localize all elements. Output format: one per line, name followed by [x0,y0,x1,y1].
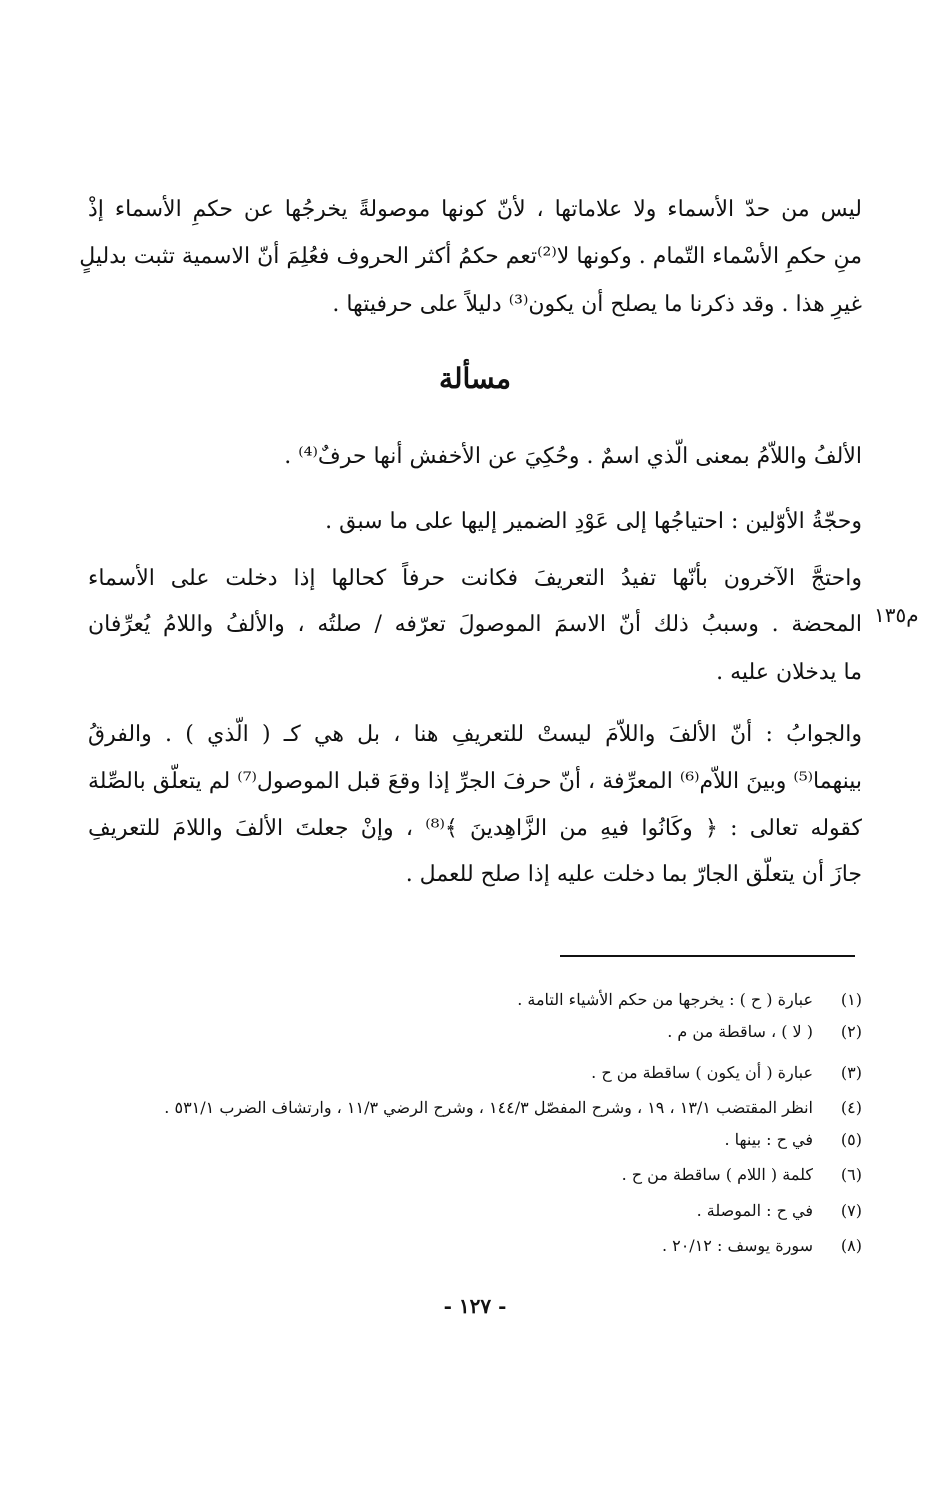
answer-line-2: بينهما⁽⁵⁾ وبينَ اللاّم⁽⁶⁾ المعرِّفة ، أنّ حرفَ الجرِّ إذا وقعَ قبل الموصول⁽⁷⁾ لم يتعلّق بالصِّلة [88,769,863,794]
second-argument-line-3: ما يدخلان عليه . [716,660,862,685]
footnote-text: عبارة ( ح ) : يخرجها من حكم الأشياء التامة . [517,990,813,1009]
footnote-number: (٨) [840,1236,862,1255]
second-argument-line-1: واحتجَّ الآخرون بأنّها تفيدُ التعريفَ فكانت حرفاً كحالها إذا دخلت على الأسماء [88,566,863,591]
footnote-text: كلمة ( اللام ) ساقطة من ح . [621,1165,813,1184]
second-argument-line-2: المحضة . وسببُ ذلك أنّ الاسمَ الموصولَ تعرّفه / صلتُه ، والألفُ واللامُ يُعرِّفان [88,612,862,637]
answer-line-4: جازَ أن يتعلّق الجارّ بما دخلت عليه إذا صلح للعمل . [405,862,862,887]
footnote-text: سورة يوسف : ٢٠/١٢ . [661,1236,813,1255]
intro-line-3: غيرِ هذا . وقد ذكرنا ما يصلح أن يكون⁽³⁾ دليلاً على حرفيتها . [332,292,862,317]
intro-line-2: منِ حكمِ الأسْماء التّمام . وكونها لا⁽²⁾تعم حكمُ أكثر الحروف فعُلِمَ أنّ الاسمية تثبت بدليلٍ [79,244,862,269]
answer-line-3: كقوله تعالى : ﴿ وكَانُوا فيهِ من الزَّاهِدينَ ﴾⁽⁸⁾ ، وإنْ جعلتَ الألفَ واللامَ للتعريفِ [88,816,862,841]
section-title: مسألة [438,362,512,395]
footnote-text: عبارة ( أن يكون ) ساقطة من ح . [591,1063,813,1082]
footnote-number: (٦) [840,1165,862,1184]
footnote-text: انظر المقتضب ١٣/١ ، ١٩ ، وشرح المفصّل ١٤٤/٣ ، وشرح الرضي ١١/٣ ، وارتشاف الضرب ٥٣١/١ . [164,1098,813,1117]
footnote-number: (٧) [840,1201,862,1220]
footnote-text: ( لا ) ، ساقطة من م . [667,1022,813,1041]
footnote-separator [560,955,855,957]
footnote-number: (١) [840,990,862,1009]
footnote-number: (٥) [840,1130,862,1149]
answer-line-1: والجوابُ : أنّ الألفَ واللاّمَ ليستْ للتعريفِ هنا ، بل هي كـ ( الّذي ) . والفرقُ [88,722,862,747]
footnote-number: (٣) [840,1063,862,1082]
footnote-text: في ح : بينها . [724,1130,813,1149]
first-argument-line: وحجّةُ الأوّلين : احتياجُها إلى عَوْدِ الضمير إليها على ما سبق . [325,509,862,534]
statement-line: الألفُ واللاّمُ بمعنى الّذي اسمٌ . وحُكِيَ عن الأخفش أنها حرفٌ⁽⁴⁾ . [284,444,862,469]
page-number: - ١٢٧ - [443,1294,507,1318]
manuscript-folio-note: م١٣٥ [874,603,919,627]
footnote-number: (٢) [840,1022,862,1041]
intro-line-1: ليس من حدّ الأسماء ولا علاماتها ، لأنّ كونها موصولةً يخرجُها عن حكمِ الأسماء إذْ [88,197,862,222]
footnote-number: (٤) [840,1098,862,1117]
footnote-text: في ح : الموصلة . [696,1201,813,1220]
